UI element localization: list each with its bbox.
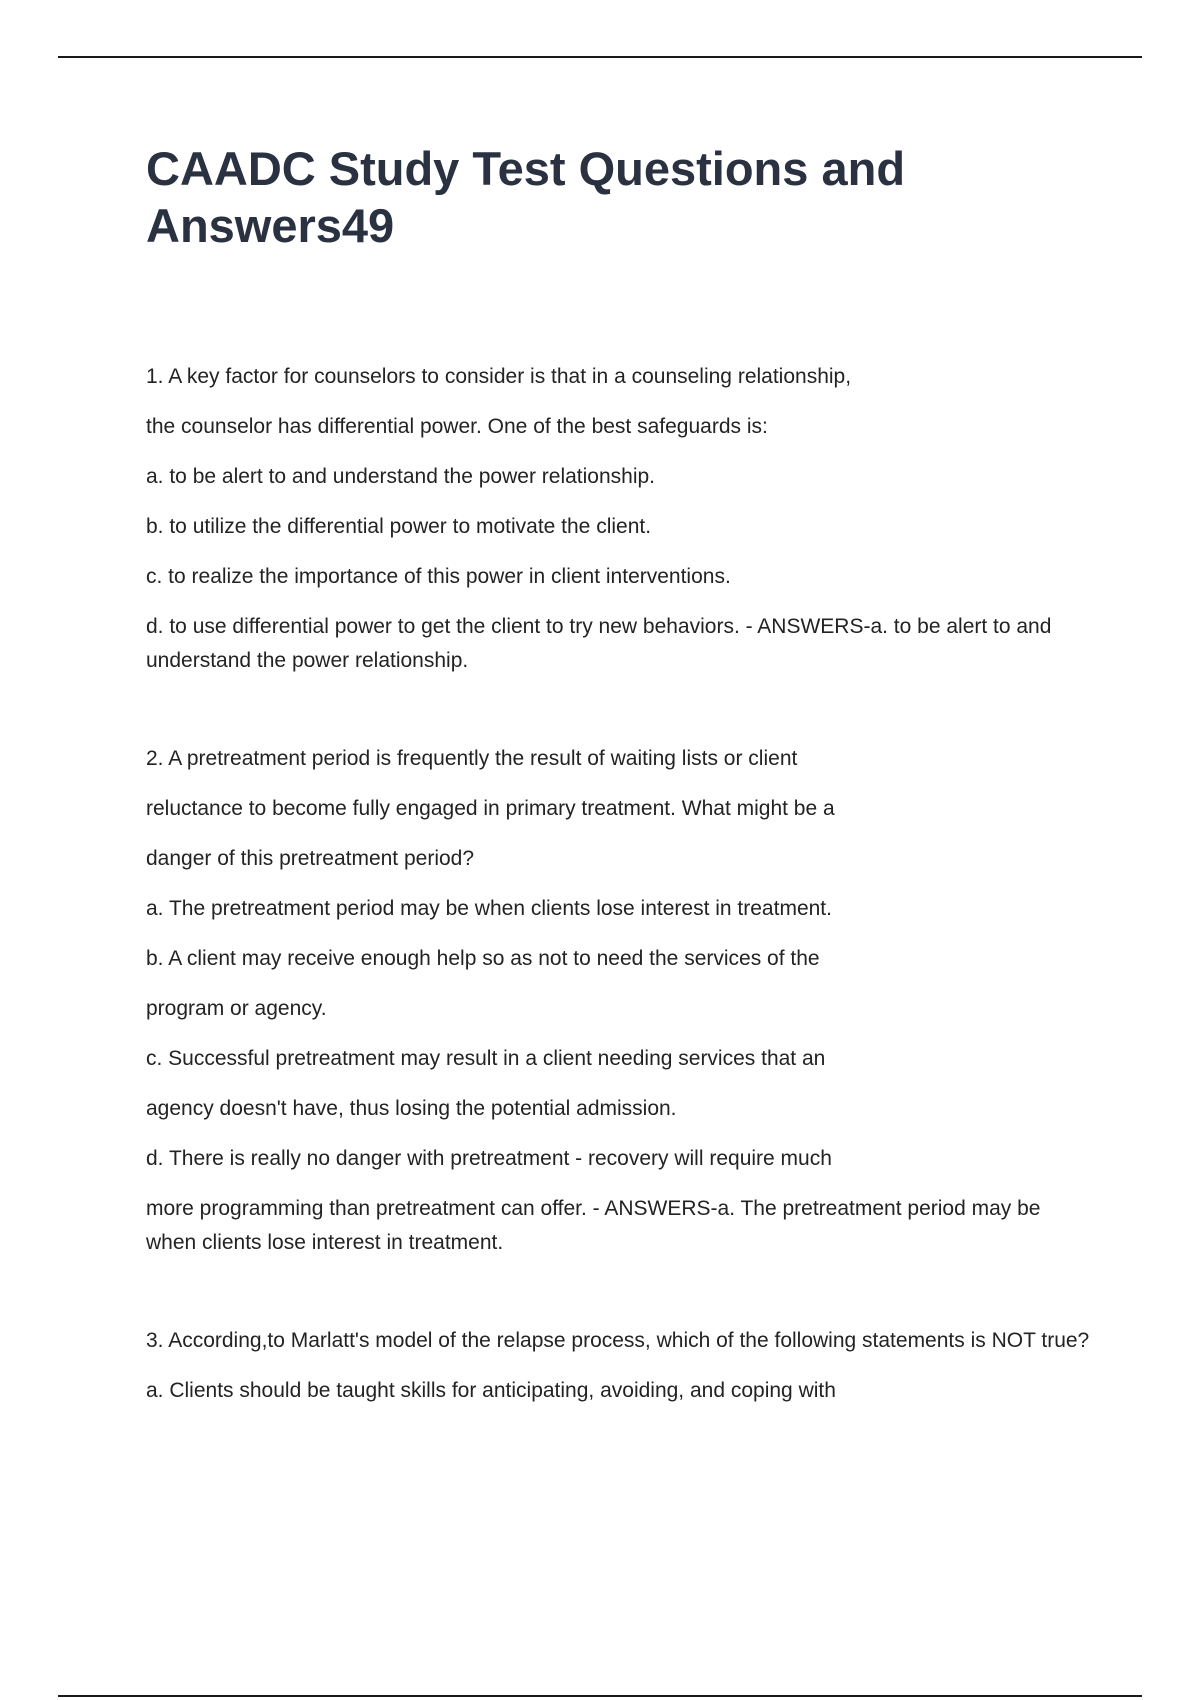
question-line: 1. A key factor for counselors to consider is that in a counseling relationship, xyxy=(146,365,852,388)
question-1 xyxy=(146,360,1096,678)
question-list xyxy=(146,360,1096,1408)
bottom-rule xyxy=(58,1695,1142,1697)
question-line: reluctance to become fully engaged in primary treatment. What might be a xyxy=(146,797,835,820)
question-line: 2. A pretreatment period is frequently the result of waiting lists or client xyxy=(146,747,798,770)
document-title: CAADC Study Test Questions and Answers49 xyxy=(146,142,906,252)
answer-option: c. Successful pretreatment may result in a client needing services that an xyxy=(146,1047,826,1070)
answer-option: agency doesn't have, thus losing the potential admission. xyxy=(146,1097,677,1120)
top-rule xyxy=(58,56,1142,58)
answer-option: a. The pretreatment period may be when clients lose interest in treatment. xyxy=(146,897,832,920)
answer-option: b. to utilize the differential power to motivate the client. xyxy=(146,515,652,538)
answer-option: a. to be alert to and understand the power relationship. xyxy=(146,465,656,488)
question-line: 3. According,to Marlatt's model of the relapse process, which of the following statements is NOT true? xyxy=(146,1329,1090,1352)
answer-option: program or agency. xyxy=(146,997,327,1020)
question-line: the counselor has differential power. One of the best safeguards is: xyxy=(146,415,768,438)
document-body xyxy=(146,140,1096,1472)
answer-option: a. Clients should be taught skills for anticipating, avoiding, and coping with xyxy=(146,1379,836,1402)
answer-option: c. to realize the importance of this power in client interventions. xyxy=(146,565,731,588)
question-line: danger of this pretreatment period? xyxy=(146,847,475,870)
answer-option: b. A client may receive enough help so as not to need the services of the xyxy=(146,947,820,970)
question-2 xyxy=(146,742,1096,1260)
answer-option-with-answer: more programming than pretreatment can offer. - ANSWERS-a. The pretreatment period may be when clients lose interest in treatment. xyxy=(146,1197,1041,1254)
answer-option-with-answer: d. to use differential power to get the client to try new behaviors. - ANSWERS-a. to be alert to and understand the power relationship. xyxy=(146,615,1052,672)
answer-option: d. There is really no danger with pretreatment - recovery will require much xyxy=(146,1147,832,1170)
question-3 xyxy=(146,1324,1096,1408)
